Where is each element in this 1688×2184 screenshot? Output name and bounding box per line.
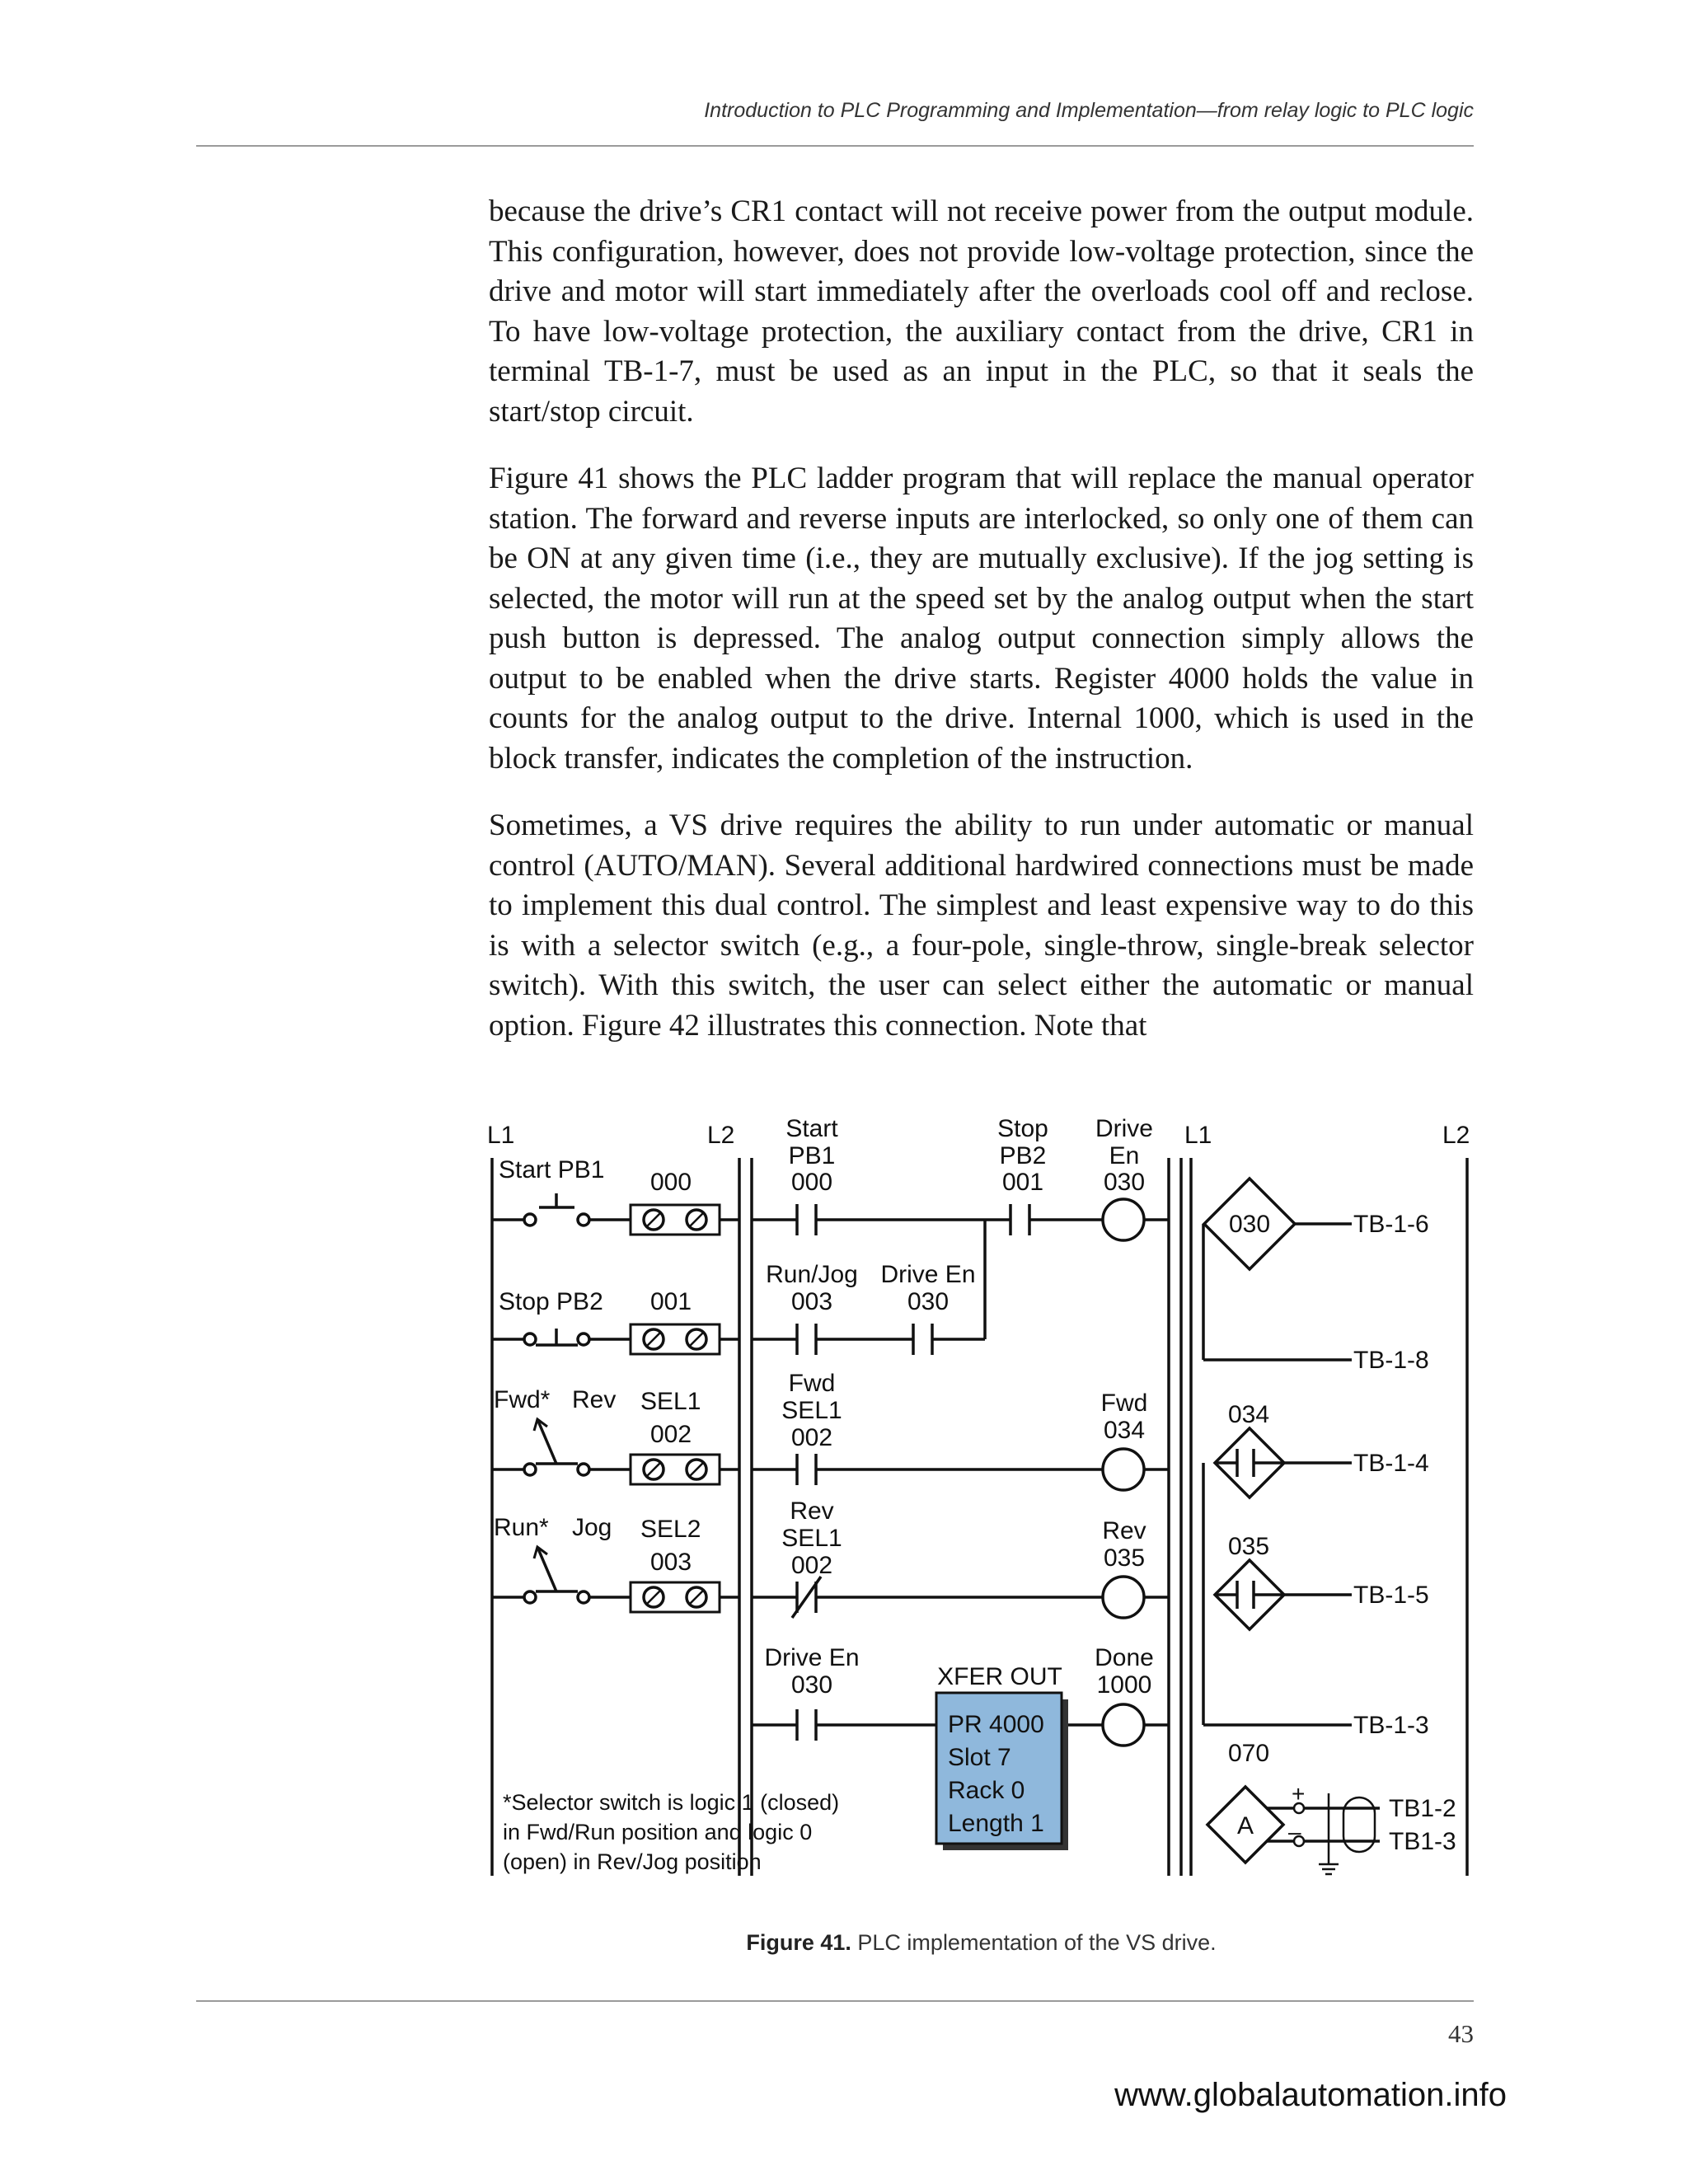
rung2-contact-address: 002 [790,1424,833,1451]
rung3-contact-address: 002 [790,1552,833,1579]
rung1-coil-label: Drive [1095,1115,1154,1142]
sel1-address: 002 [650,1421,692,1448]
sel2-jog-label: Jog [572,1514,612,1541]
caption-label: Figure 41. [746,1930,851,1955]
running-header: Introduction to PLC Programming and Implementation—from relay logic to PLC logic [704,99,1474,122]
stop-pb2-address: 001 [650,1288,692,1315]
rung2-coil-address: 034 [1103,1417,1146,1444]
paragraph: Figure 41 shows the PLC ladder program that will replace the manual operator station. The forward and reverse inputs are interlocked, so only one of them can be ON at any given time (i.e., they are mutually exclusive). If the jog setting is selected, the motor will run at the speed set by the analog output when the start push button is depressed. The analog output connection simply allows the output to be enabled when the drive starts. Register 4000 holds the value in counts for the analog output to the drive. Internal 1000, which is used in the block transfer, indicates the completion of the instruction. [489,462,1474,776]
sel1-name: SEL1 [640,1388,701,1415]
xfer-block-title: XFER OUT [937,1663,1062,1690]
rung3-contact-label: SEL1 [781,1525,842,1552]
sel2-address: 003 [650,1549,692,1576]
start-pb1-address: 000 [650,1169,692,1196]
terminal-label: TB-1-6 [1353,1211,1429,1238]
rung3-coil-address: 035 [1103,1544,1146,1572]
rung1-contact1-label: Start [785,1115,838,1142]
terminal-label: TB-1-4 [1353,1450,1429,1477]
terminal-label: TB1-2 [1389,1795,1456,1822]
xfer-block-line: PR 4000 [948,1711,1044,1738]
analog-minus-sign: – [1288,1819,1301,1844]
rail-label-l1: L1 [487,1122,515,1149]
xfer-block-line: Slot 7 [948,1744,1011,1771]
website-watermark: www.globalautomation.info [1114,2077,1507,2113]
rung1-coil-label: En [1109,1142,1140,1169]
page-number: 43 [1448,2019,1474,2048]
rung1-contact1-label: PB1 [788,1142,836,1169]
terminal-label: TB-1-5 [1353,1582,1429,1609]
caption-text: PLC implementation of the VS drive. [851,1930,1217,1955]
analog-plus-sign: + [1292,1781,1306,1807]
rung1-contact2-address: 001 [1001,1169,1044,1196]
module-030-label: 030 [1228,1211,1271,1238]
rung3-contact-label: Rev [790,1497,834,1525]
rung1-contact1-address: 000 [790,1169,833,1196]
stop-pb2-label: Stop PB2 [499,1288,603,1315]
footer-rule [196,2000,1474,2002]
start-pb1-label: Start PB1 [499,1156,605,1183]
rung1-contact2-label: PB2 [999,1142,1047,1169]
rung2-coil-label: Fwd [1100,1390,1148,1417]
output-rail-label-l2: L2 [1442,1122,1470,1149]
xfer-block-line: Length 1 [948,1810,1044,1837]
rung3-coil-label: Rev [1102,1517,1146,1544]
xfer-block-line: Rack 0 [948,1777,1025,1804]
rung1-coil-address: 030 [1103,1169,1146,1196]
rung2-contact-label: Fwd [788,1370,836,1397]
sel2-name: SEL2 [640,1516,701,1543]
selector-footnote-line: (open) in Rev/Jog position [503,1849,762,1874]
branch-contact1-address: 003 [790,1288,833,1315]
sel1-fwd-label: Fwd* [494,1386,551,1413]
selector-footnote-line: *Selector switch is logic 1 (closed) [503,1790,840,1815]
output-034-address: 034 [1228,1401,1270,1428]
paragraph: Sometimes, a VS drive requires the ability to run under automatic or manual control (AUTO/MAN). Several additional hardwired connections must be made to implement this dual control. The simplest and least expensive way to do this is with a selector switch (e.g., a four-pole, single-throw, single-break selector switch). With this switch, the user can select either the automatic or manual option. Figure 42 illustrates this connection. Note that [489,808,1474,1043]
branch-contact2-label: Drive En [880,1261,976,1288]
sel2-run-label: Run* [494,1514,549,1541]
analog-output-label: A [1236,1812,1254,1840]
terminal-label: TB-1-3 [1353,1712,1429,1739]
rung4-contact-address: 030 [790,1671,833,1699]
terminal-label: TB-1-8 [1353,1347,1429,1374]
rung4-coil-address: 1000 [1096,1671,1152,1699]
sel1-rev-label: Rev [572,1386,617,1413]
output-035-address: 035 [1228,1533,1270,1560]
paragraph: because the drive’s CR1 contact will not receive power from the output module. This configuration, however, does not provide low-voltage protection, since the drive and motor will start immediately after the overloads cool off and reclose. To have low-voltage protection, the auxiliary contact from the drive, CR1 in terminal TB-1-7, must be used as an input in the PLC, so that it seals the start/stop circuit. [489,194,1474,429]
figure-caption [489,1930,1474,1956]
rung4-coil-label: Done [1095,1644,1154,1671]
selector-footnote-line: in Fwd/Run position and logic 0 [503,1820,813,1844]
branch-contact2-address: 030 [907,1288,950,1315]
terminal-label: TB1-3 [1389,1828,1456,1855]
branch-contact1-label: Run/Jog [766,1261,858,1288]
rung4-contact-label: Drive En [764,1644,860,1671]
output-070-address: 070 [1228,1740,1270,1767]
rung1-contact2-label: Stop [997,1115,1048,1142]
rung2-contact-label: SEL1 [781,1397,842,1424]
output-rail-label-l1: L1 [1184,1122,1212,1149]
rail-label-l2: L2 [707,1122,735,1149]
